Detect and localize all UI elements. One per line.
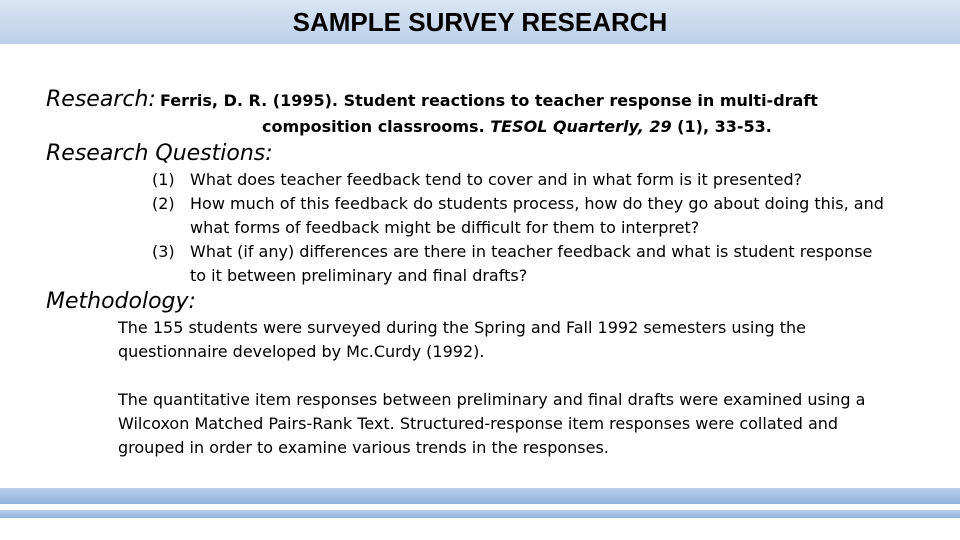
title-bar — [0, 0, 960, 44]
list-item — [152, 240, 890, 288]
list-item-text: What (if any) differences are there in teacher feedback and what is student response to it between preliminary and final drafts? — [190, 242, 873, 285]
methodology-paragraph-1: The 155 students were surveyed during the Spring and Fall 1992 semesters using the questionnaire developed by Mc.Curdy (1992). — [118, 318, 806, 361]
research-questions-list — [152, 168, 890, 288]
citation-line-2-suffix: (1), 33-53. — [671, 117, 772, 136]
research-label: Research: — [46, 87, 156, 112]
citation-line-2 — [262, 116, 772, 138]
citation-line-2-prefix: composition classrooms. — [262, 117, 491, 136]
list-item-text: What does teacher feedback tend to cover and in what form is it presented? — [190, 170, 803, 189]
list-item-text: How much of this feedback do students process, how do they go about doing this, and what forms of feedback might be difficult for them to interpret? — [190, 194, 884, 237]
research-questions-label: Research Questions: — [46, 141, 273, 166]
list-item-number: (3) — [152, 242, 175, 261]
citation-line-1: Ferris, D. R. (1995). Student reactions to teacher response in multi-draft — [160, 91, 818, 110]
list-item-number: (1) — [152, 170, 175, 189]
list-item-number: (2) — [152, 194, 175, 213]
page-title: SAMPLE SURVEY RESEARCH — [292, 7, 668, 37]
methodology-paragraph-2: The quantitative item responses between preliminary and final drafts were examined using a Wilcoxon Matched Pairs-Rank Text. Structured-response item responses were collated and grouped in order to examine various trends in the responses. — [118, 390, 866, 457]
list-item — [152, 168, 890, 192]
citation-journal: TESOL Quarterly, 29 — [490, 117, 672, 136]
footer-band-bottom — [0, 510, 960, 518]
list-item — [152, 192, 890, 240]
methodology-label: Methodology: — [46, 289, 196, 314]
footer-band-top — [0, 488, 960, 504]
